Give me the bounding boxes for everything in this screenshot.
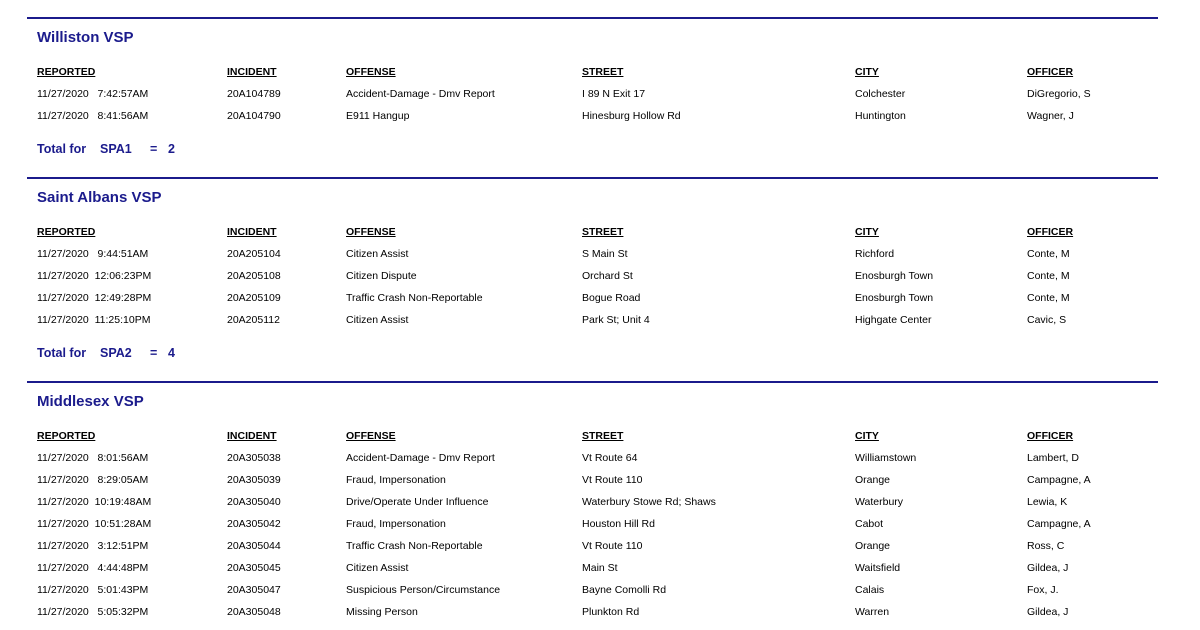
offense-cell: Suspicious Person/Circumstance bbox=[346, 584, 501, 596]
reported-cell: 11/27/2020 11:25:10PM bbox=[37, 314, 151, 326]
table-row bbox=[0, 108, 1200, 124]
section-divider bbox=[27, 177, 1158, 179]
total-equals: = bbox=[150, 346, 158, 360]
city-cell: Cabot bbox=[855, 518, 884, 530]
reported-cell: 11/27/2020 12:49:28PM bbox=[37, 292, 152, 304]
table-row bbox=[0, 604, 1200, 620]
officer-cell: DiGregorio, S bbox=[1027, 88, 1091, 100]
city-cell: Williamstown bbox=[855, 452, 917, 464]
city-cell: Colchester bbox=[855, 88, 906, 100]
reported-cell: 11/27/2020 7:42:57AM bbox=[37, 88, 149, 100]
offense-cell: Citizen Dispute bbox=[346, 270, 417, 282]
street-cell: Hinesburg Hollow Rd bbox=[582, 110, 681, 122]
header-reported: REPORTED bbox=[37, 226, 96, 238]
incident-cell: 20A305039 bbox=[227, 474, 281, 486]
offense-cell: Citizen Assist bbox=[346, 562, 409, 574]
reported-cell: 11/27/2020 8:29:05AM bbox=[37, 474, 149, 486]
reported-cell: 11/27/2020 12:06:23PM bbox=[37, 270, 152, 282]
street-cell: Bogue Road bbox=[582, 292, 641, 304]
incident-cell: 20A305038 bbox=[227, 452, 281, 464]
street-cell: Waterbury Stowe Rd; Shaws bbox=[582, 496, 716, 508]
table-row bbox=[0, 450, 1200, 466]
offense-cell: Drive/Operate Under Influence bbox=[346, 496, 489, 508]
officer-cell: Gildea, J bbox=[1027, 606, 1069, 618]
table-row bbox=[0, 268, 1200, 284]
header-officer: OFFICER bbox=[1027, 66, 1074, 78]
header-incident: INCIDENT bbox=[227, 430, 277, 442]
incident-cell: 20A205108 bbox=[227, 270, 281, 282]
city-cell: Calais bbox=[855, 584, 885, 596]
offense-cell: Citizen Assist bbox=[346, 314, 409, 326]
table-header bbox=[0, 428, 1200, 444]
city-cell: Huntington bbox=[855, 110, 906, 122]
officer-cell: Campagne, A bbox=[1027, 474, 1091, 486]
officer-cell: Wagner, J bbox=[1027, 110, 1074, 122]
reported-cell: 11/27/2020 5:05:32PM bbox=[37, 606, 149, 618]
header-offense: OFFENSE bbox=[346, 430, 396, 442]
table-row bbox=[0, 560, 1200, 576]
table-row bbox=[0, 494, 1200, 510]
officer-cell: Conte, M bbox=[1027, 292, 1070, 304]
header-reported: REPORTED bbox=[37, 430, 96, 442]
section-divider bbox=[27, 17, 1158, 19]
total-count: 2 bbox=[168, 142, 175, 156]
city-cell: Enosburgh Town bbox=[855, 270, 934, 282]
offense-cell: Traffic Crash Non-Reportable bbox=[346, 292, 483, 304]
table-row bbox=[0, 246, 1200, 262]
section-title: Middlesex VSP bbox=[37, 393, 144, 410]
reported-cell: 11/27/2020 4:44:48PM bbox=[37, 562, 149, 574]
officer-cell: Lambert, D bbox=[1027, 452, 1079, 464]
offense-cell: Traffic Crash Non-Reportable bbox=[346, 540, 483, 552]
street-cell: I 89 N Exit 17 bbox=[582, 88, 646, 100]
section-title: Saint Albans VSP bbox=[37, 189, 162, 206]
offense-cell: Citizen Assist bbox=[346, 248, 409, 260]
offense-cell: Missing Person bbox=[346, 606, 418, 618]
officer-cell: Conte, M bbox=[1027, 270, 1070, 282]
header-street: STREET bbox=[582, 226, 624, 238]
table-row bbox=[0, 86, 1200, 102]
header-incident: INCIDENT bbox=[227, 66, 277, 78]
section-title: Williston VSP bbox=[37, 29, 134, 46]
officer-cell: Fox, J. bbox=[1027, 584, 1059, 596]
street-cell: S Main St bbox=[582, 248, 628, 260]
table-row bbox=[0, 516, 1200, 532]
table-row bbox=[0, 290, 1200, 306]
header-offense: OFFENSE bbox=[346, 226, 396, 238]
total-label: Total for bbox=[37, 346, 87, 360]
table-header bbox=[0, 224, 1200, 240]
officer-cell: Lewia, K bbox=[1027, 496, 1068, 508]
officer-cell: Cavic, S bbox=[1027, 314, 1067, 326]
city-cell: Highgate Center bbox=[855, 314, 932, 326]
section-divider bbox=[27, 381, 1158, 383]
incident-cell: 20A305044 bbox=[227, 540, 281, 552]
total-label: Total for bbox=[37, 142, 87, 156]
header-city: CITY bbox=[855, 430, 879, 442]
city-cell: Richford bbox=[855, 248, 895, 260]
incident-cell: 20A305045 bbox=[227, 562, 281, 574]
header-officer: OFFICER bbox=[1027, 226, 1074, 238]
city-cell: Orange bbox=[855, 540, 891, 552]
street-cell: Vt Route 110 bbox=[582, 474, 643, 486]
incident-cell: 20A104789 bbox=[227, 88, 281, 100]
city-cell: Orange bbox=[855, 474, 891, 486]
street-cell: Plunkton Rd bbox=[582, 606, 640, 618]
incident-cell: 20A305042 bbox=[227, 518, 281, 530]
street-cell: Vt Route 110 bbox=[582, 540, 643, 552]
table-header bbox=[0, 64, 1200, 80]
officer-cell: Campagne, A bbox=[1027, 518, 1091, 530]
reported-cell: 11/27/2020 8:01:56AM bbox=[37, 452, 149, 464]
reported-cell: 11/27/2020 10:19:48AM bbox=[37, 496, 152, 508]
header-street: STREET bbox=[582, 430, 624, 442]
header-offense: OFFENSE bbox=[346, 66, 396, 78]
incident-cell: 20A305047 bbox=[227, 584, 281, 596]
offense-cell: E911 Hangup bbox=[346, 110, 410, 122]
total-equals: = bbox=[150, 142, 158, 156]
header-officer: OFFICER bbox=[1027, 430, 1074, 442]
header-incident: INCIDENT bbox=[227, 226, 277, 238]
table-row bbox=[0, 312, 1200, 328]
incident-cell: 20A205112 bbox=[227, 314, 280, 326]
street-cell: Main St bbox=[582, 562, 618, 574]
city-cell: Warren bbox=[855, 606, 890, 618]
city-cell: Enosburgh Town bbox=[855, 292, 934, 304]
offense-cell: Fraud, Impersonation bbox=[346, 474, 446, 486]
officer-cell: Conte, M bbox=[1027, 248, 1070, 260]
offense-cell: Fraud, Impersonation bbox=[346, 518, 446, 530]
street-cell: Bayne Comolli Rd bbox=[582, 584, 667, 596]
header-street: STREET bbox=[582, 66, 624, 78]
reported-cell: 11/27/2020 8:41:56AM bbox=[37, 110, 149, 122]
header-city: CITY bbox=[855, 226, 879, 238]
total-count: 4 bbox=[168, 346, 175, 360]
reported-cell: 11/27/2020 10:51:28AM bbox=[37, 518, 152, 530]
header-reported: REPORTED bbox=[37, 66, 96, 78]
incident-cell: 20A205104 bbox=[227, 248, 281, 260]
officer-cell: Gildea, J bbox=[1027, 562, 1069, 574]
offense-cell: Accident-Damage - Dmv Report bbox=[346, 88, 495, 100]
reported-cell: 11/27/2020 3:12:51PM bbox=[37, 540, 149, 552]
street-cell: Vt Route 64 bbox=[582, 452, 638, 464]
city-cell: Waterbury bbox=[855, 496, 904, 508]
header-city: CITY bbox=[855, 66, 879, 78]
table-row bbox=[0, 538, 1200, 554]
street-cell: Houston Hill Rd bbox=[582, 518, 655, 530]
reported-cell: 11/27/2020 5:01:43PM bbox=[37, 584, 149, 596]
table-row bbox=[0, 472, 1200, 488]
total-code: SPA1 bbox=[100, 142, 132, 156]
reported-cell: 11/27/2020 9:44:51AM bbox=[37, 248, 149, 260]
incident-cell: 20A205109 bbox=[227, 292, 281, 304]
incident-cell: 20A305048 bbox=[227, 606, 281, 618]
city-cell: Waitsfield bbox=[855, 562, 901, 574]
officer-cell: Ross, C bbox=[1027, 540, 1065, 552]
street-cell: Orchard St bbox=[582, 270, 633, 282]
offense-cell: Accident-Damage - Dmv Report bbox=[346, 452, 495, 464]
total-code: SPA2 bbox=[100, 346, 132, 360]
incident-cell: 20A305040 bbox=[227, 496, 281, 508]
incident-cell: 20A104790 bbox=[227, 110, 281, 122]
street-cell: Park St; Unit 4 bbox=[582, 314, 650, 326]
table-row bbox=[0, 582, 1200, 598]
